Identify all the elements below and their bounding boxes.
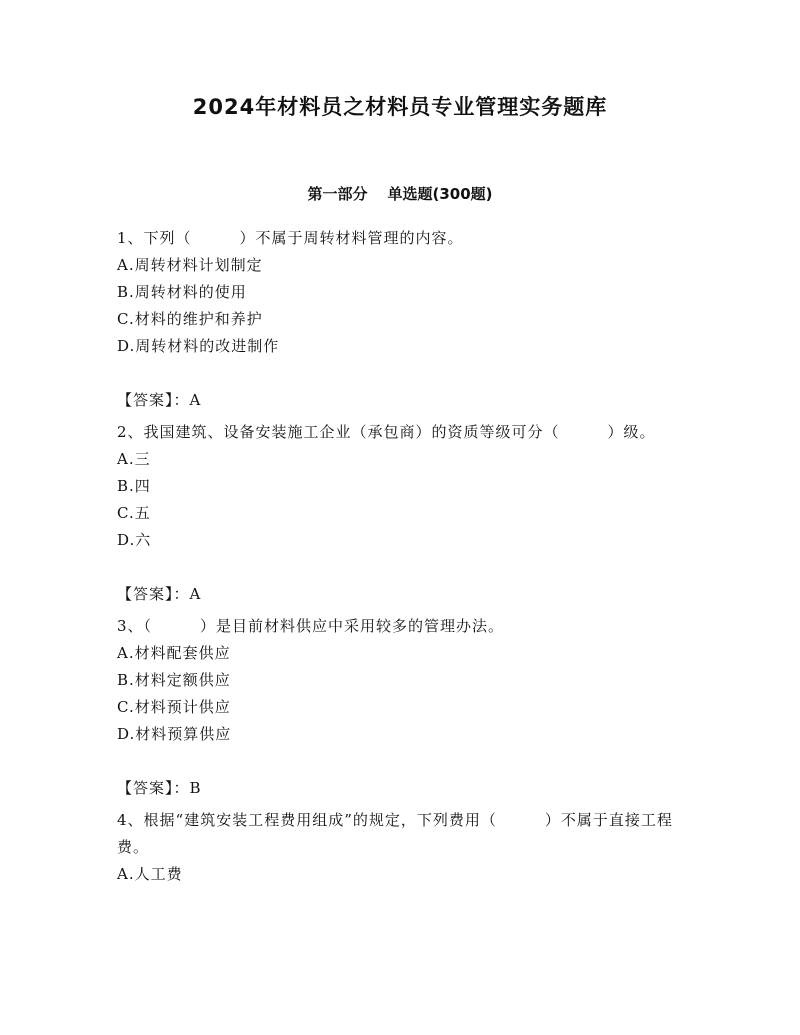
option-d: D.六 <box>117 531 152 549</box>
question-2 <box>117 419 687 554</box>
option-a: A.人工费 <box>117 865 183 883</box>
option-a: A.周转材料计划制定 <box>117 256 263 274</box>
answer-1: 【答案】：A <box>117 391 202 409</box>
answer-3: 【答案】：B <box>117 779 202 797</box>
question-stem: 1、下列（ ）不属于周转材料管理的内容。 <box>117 229 464 247</box>
option-c: C.材料预计供应 <box>117 698 231 716</box>
question-stem: 2、我国建筑、设备安装施工企业（承包商）的资质等级可分（ ）级。 <box>117 423 656 441</box>
option-b: B.四 <box>117 477 151 495</box>
option-a: A.材料配套供应 <box>117 644 231 662</box>
option-c: C.五 <box>117 504 151 522</box>
question-1 <box>117 225 687 360</box>
answer-2: 【答案】：A <box>117 585 202 603</box>
section-name: 单选题(300题) <box>387 185 493 203</box>
question-stem: 4、根据“建筑安装工程费用组成”的规定，下列费用（ ）不属于直接工程费。 <box>117 811 673 856</box>
option-a: A.三 <box>117 450 151 468</box>
question-stem: 3、（ ）是目前材料供应中采用较多的管理办法。 <box>117 617 505 635</box>
question-4 <box>117 807 687 888</box>
question-3 <box>117 613 687 748</box>
section-heading <box>0 182 800 206</box>
option-c: C.材料的维护和养护 <box>117 310 263 328</box>
question-list <box>117 225 687 888</box>
option-d: D.材料预算供应 <box>117 725 232 743</box>
option-b: B.周转材料的使用 <box>117 283 247 301</box>
document-title: 2024年材料员之材料员专业管理实务题库 <box>192 95 608 119</box>
option-d: D.周转材料的改进制作 <box>117 337 280 355</box>
section-part: 第一部分 <box>307 185 368 203</box>
option-b: B.材料定额供应 <box>117 671 231 689</box>
